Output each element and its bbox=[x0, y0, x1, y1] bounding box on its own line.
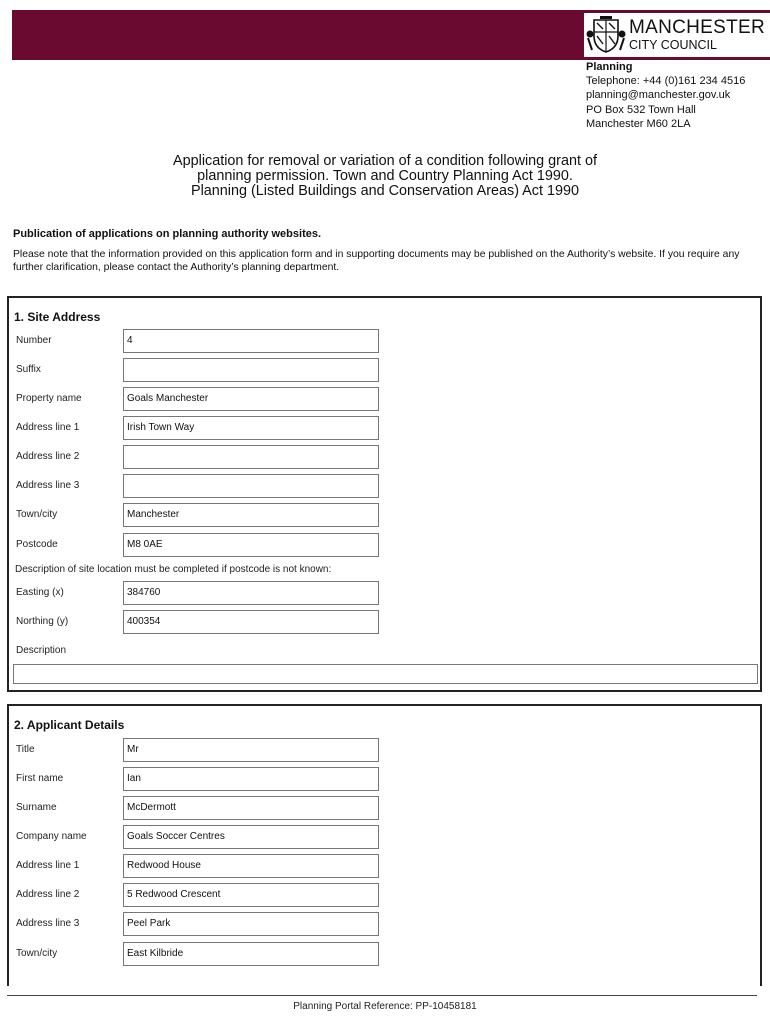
applicant-section bbox=[7, 704, 762, 986]
northing-field[interactable]: 400354 bbox=[123, 610, 379, 634]
surname-label: Surname bbox=[16, 802, 57, 813]
first-name-label: First name bbox=[16, 773, 64, 784]
title-label: Title bbox=[16, 744, 35, 755]
publication-note: Please note that the information provided on this application form and in supporting documents may be published on the Authority’s website. If you require any further clarification, please contact the Authority’s planning department. bbox=[13, 249, 740, 273]
portal-reference: Planning Portal Reference: PP-10458181 bbox=[293, 1001, 477, 1012]
number-field[interactable]: 4 bbox=[123, 329, 379, 353]
company-label: Company name bbox=[16, 831, 87, 842]
town-row bbox=[9, 503, 760, 527]
council-name: MANCHESTER bbox=[629, 17, 766, 39]
address2-field[interactable]: 5 Redwood Crescent bbox=[123, 883, 379, 907]
address2-field[interactable] bbox=[123, 445, 379, 469]
address-line2: Manchester M60 2LA bbox=[586, 117, 691, 130]
address3-row bbox=[9, 474, 760, 498]
number-row bbox=[9, 329, 760, 353]
postcode-label: Postcode bbox=[16, 539, 58, 550]
address3-label: Address line 3 bbox=[16, 480, 80, 491]
description-field[interactable] bbox=[13, 664, 758, 684]
email-link[interactable]: planning@manchester.gov.uk bbox=[586, 89, 731, 102]
suffix-label: Suffix bbox=[16, 364, 41, 375]
site-address-section bbox=[7, 296, 762, 692]
property-field[interactable]: Goals Manchester bbox=[123, 387, 379, 411]
address1-row bbox=[9, 416, 760, 440]
contact-block bbox=[586, 60, 745, 131]
address-line1: PO Box 532 Town Hall bbox=[586, 103, 696, 116]
title-row bbox=[9, 738, 760, 762]
address2-label: Address line 2 bbox=[16, 889, 80, 900]
address3-field[interactable]: Peel Park bbox=[123, 912, 379, 936]
northing-label: Northing (y) bbox=[16, 616, 69, 627]
postcode-field[interactable]: M8 0AE bbox=[123, 533, 379, 557]
applicant-address1-row bbox=[9, 854, 760, 878]
suffix-row bbox=[9, 358, 760, 382]
title-line2: planning permission. Town and Country Planning Act 1990. bbox=[197, 168, 573, 185]
council-logo bbox=[584, 13, 770, 57]
easting-row bbox=[9, 581, 760, 605]
applicant-town-row bbox=[9, 942, 760, 966]
publication-heading: Publication of applications on planning authority websites. bbox=[13, 228, 322, 240]
postcode-row bbox=[9, 533, 760, 557]
address1-field[interactable]: Irish Town Way bbox=[123, 416, 379, 440]
location-note: Description of site location must be completed if postcode is not known: bbox=[15, 564, 332, 575]
document-title bbox=[100, 154, 670, 200]
surname-row bbox=[9, 796, 760, 820]
section-title: 1. Site Address bbox=[14, 310, 101, 324]
title-field[interactable]: Mr bbox=[123, 738, 379, 762]
footer-divider bbox=[7, 995, 757, 996]
company-row bbox=[9, 825, 760, 849]
address3-field[interactable] bbox=[123, 474, 379, 498]
applicant-address2-row bbox=[9, 883, 760, 907]
number-label: Number bbox=[16, 335, 52, 346]
company-field[interactable]: Goals Soccer Centres bbox=[123, 825, 379, 849]
first-name-row bbox=[9, 767, 760, 791]
address1-field[interactable]: Redwood House bbox=[123, 854, 379, 878]
address3-label: Address line 3 bbox=[16, 918, 80, 929]
suffix-field[interactable] bbox=[123, 358, 379, 382]
address1-label: Address line 1 bbox=[16, 860, 80, 871]
council-subname: CITY COUNCIL bbox=[629, 38, 717, 53]
title-line3: Planning (Listed Buildings and Conservation Areas) Act 1990 bbox=[191, 183, 579, 200]
applicant-address3-row bbox=[9, 912, 760, 936]
easting-field[interactable]: 384760 bbox=[123, 581, 379, 605]
description-row bbox=[9, 639, 760, 663]
address2-label: Address line 2 bbox=[16, 451, 80, 462]
property-label: Property name bbox=[16, 393, 82, 404]
section-title: 2. Applicant Details bbox=[14, 718, 125, 732]
telephone: Telephone: +44 (0)161 234 4516 bbox=[586, 75, 746, 88]
property-row bbox=[9, 387, 760, 411]
town-field[interactable]: Manchester bbox=[123, 503, 379, 527]
first-name-field[interactable]: Ian bbox=[123, 767, 379, 791]
department-name: Planning bbox=[586, 61, 633, 73]
surname-field[interactable]: McDermott bbox=[123, 796, 379, 820]
coat-of-arms-icon bbox=[586, 16, 626, 54]
description-label: Description bbox=[16, 645, 67, 656]
address2-row bbox=[9, 445, 760, 469]
title-line1: Application for removal or variation of a condition following grant of bbox=[173, 153, 597, 169]
town-field[interactable]: East Kilbride bbox=[123, 942, 379, 966]
easting-label: Easting (x) bbox=[16, 587, 64, 598]
town-label: Town/city bbox=[16, 509, 58, 520]
northing-row bbox=[9, 610, 760, 634]
address1-label: Address line 1 bbox=[16, 422, 80, 433]
town-label: Town/city bbox=[16, 948, 58, 959]
